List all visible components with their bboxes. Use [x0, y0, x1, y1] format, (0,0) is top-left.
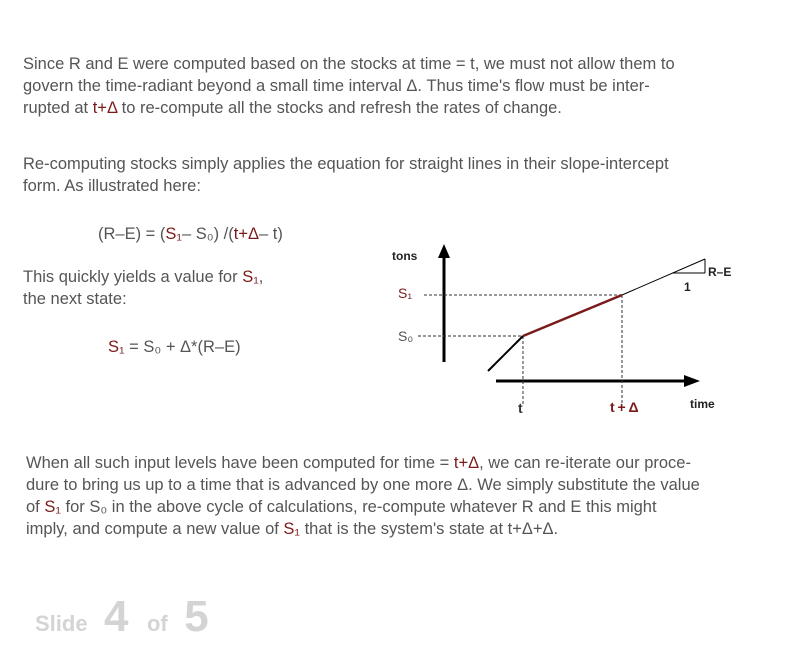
paragraph-line	[26, 496, 700, 518]
highlighted-term: S₁	[165, 225, 182, 243]
yield-paragraph	[23, 266, 263, 310]
s1-label: S₁	[398, 285, 413, 301]
slope-equation	[98, 223, 283, 245]
text-run: – S₀) /(	[181, 225, 234, 243]
highlighted-term: t+Δ	[92, 99, 118, 117]
text-run: the next state:	[23, 290, 127, 308]
of-word: of	[146, 611, 168, 636]
paragraph-line	[26, 452, 700, 474]
text-run: dure to bring us up to a time that is advanced by one more Δ. We simply substitute the value	[26, 476, 700, 494]
trajectory-extension	[622, 259, 705, 295]
highlighted-term: S₁	[283, 520, 300, 538]
x-axis-label: time	[690, 397, 715, 411]
text-run: rupted at	[23, 99, 93, 117]
stock-flow-diagram	[380, 238, 740, 418]
text-run: ,	[258, 268, 264, 286]
t-delta-label: t + Δ	[610, 399, 639, 415]
text-run: = S₀ + Δ*(R–E)	[124, 338, 241, 356]
s0-label: S₀	[398, 328, 414, 344]
text-run: Since R and E were computed based on the stocks at time = t, we must not allow them to	[23, 55, 675, 73]
text-run: This quickly yields a value for	[23, 268, 243, 286]
intro-paragraph	[23, 53, 675, 119]
paragraph-line	[23, 97, 675, 119]
slope-label: R–E	[708, 265, 732, 279]
paragraph-line	[23, 288, 263, 310]
y-axis-arrowhead	[438, 244, 450, 258]
highlighted-term: S₁	[44, 498, 61, 516]
total-slide-number: 5	[184, 592, 209, 641]
slide-word: Slide	[35, 611, 88, 636]
highlighted-term: t+Δ	[233, 225, 259, 243]
recompute-paragraph	[23, 153, 669, 197]
text-run: to re-compute all the stocks and refresh the rates of change.	[117, 99, 562, 117]
y-axis-label: tons	[392, 249, 418, 263]
text-run: Re-computing stocks simply applies the equation for straight lines in their slope-intercept	[23, 155, 669, 173]
next-state-equation	[108, 336, 241, 358]
x-axis-arrowhead	[684, 375, 700, 387]
paragraph-line	[26, 474, 700, 496]
highlighted-term: S₁	[242, 268, 259, 286]
text-run: imply, and compute a new value of	[26, 520, 284, 538]
text-run: (R–E) = (	[98, 225, 166, 243]
text-run: for S₀ in the above cycle of calculations, re-compute whatever R and E this might	[60, 498, 657, 516]
t-label: t	[518, 400, 523, 416]
paragraph-line	[23, 75, 675, 97]
paragraph-line	[23, 53, 675, 75]
current-slide-number: 4	[104, 592, 129, 641]
text-run: that is the system's state at t+Δ+Δ.	[300, 520, 559, 538]
text-run: form. As illustrated here:	[23, 177, 201, 195]
paragraph-line	[23, 175, 669, 197]
text-run: , we can re-iterate our proce-	[479, 454, 691, 472]
paragraph-line	[23, 153, 669, 175]
paragraph-line	[26, 518, 700, 540]
iterate-paragraph	[26, 452, 700, 540]
prior-trajectory	[488, 336, 523, 371]
delta-trajectory	[523, 295, 622, 336]
highlighted-term: S₁	[108, 338, 125, 356]
text-run: govern the time-radiant beyond a small time interval Δ. Thus time's flow must be inter-	[23, 77, 650, 95]
text-run: of	[26, 498, 45, 516]
run-label: 1	[684, 280, 691, 294]
highlighted-term: t+Δ	[453, 454, 480, 472]
slide-counter	[35, 592, 209, 642]
paragraph-line	[23, 266, 263, 288]
text-run: When all such input levels have been computed for time =	[26, 454, 454, 472]
text-run: – t)	[259, 225, 283, 243]
